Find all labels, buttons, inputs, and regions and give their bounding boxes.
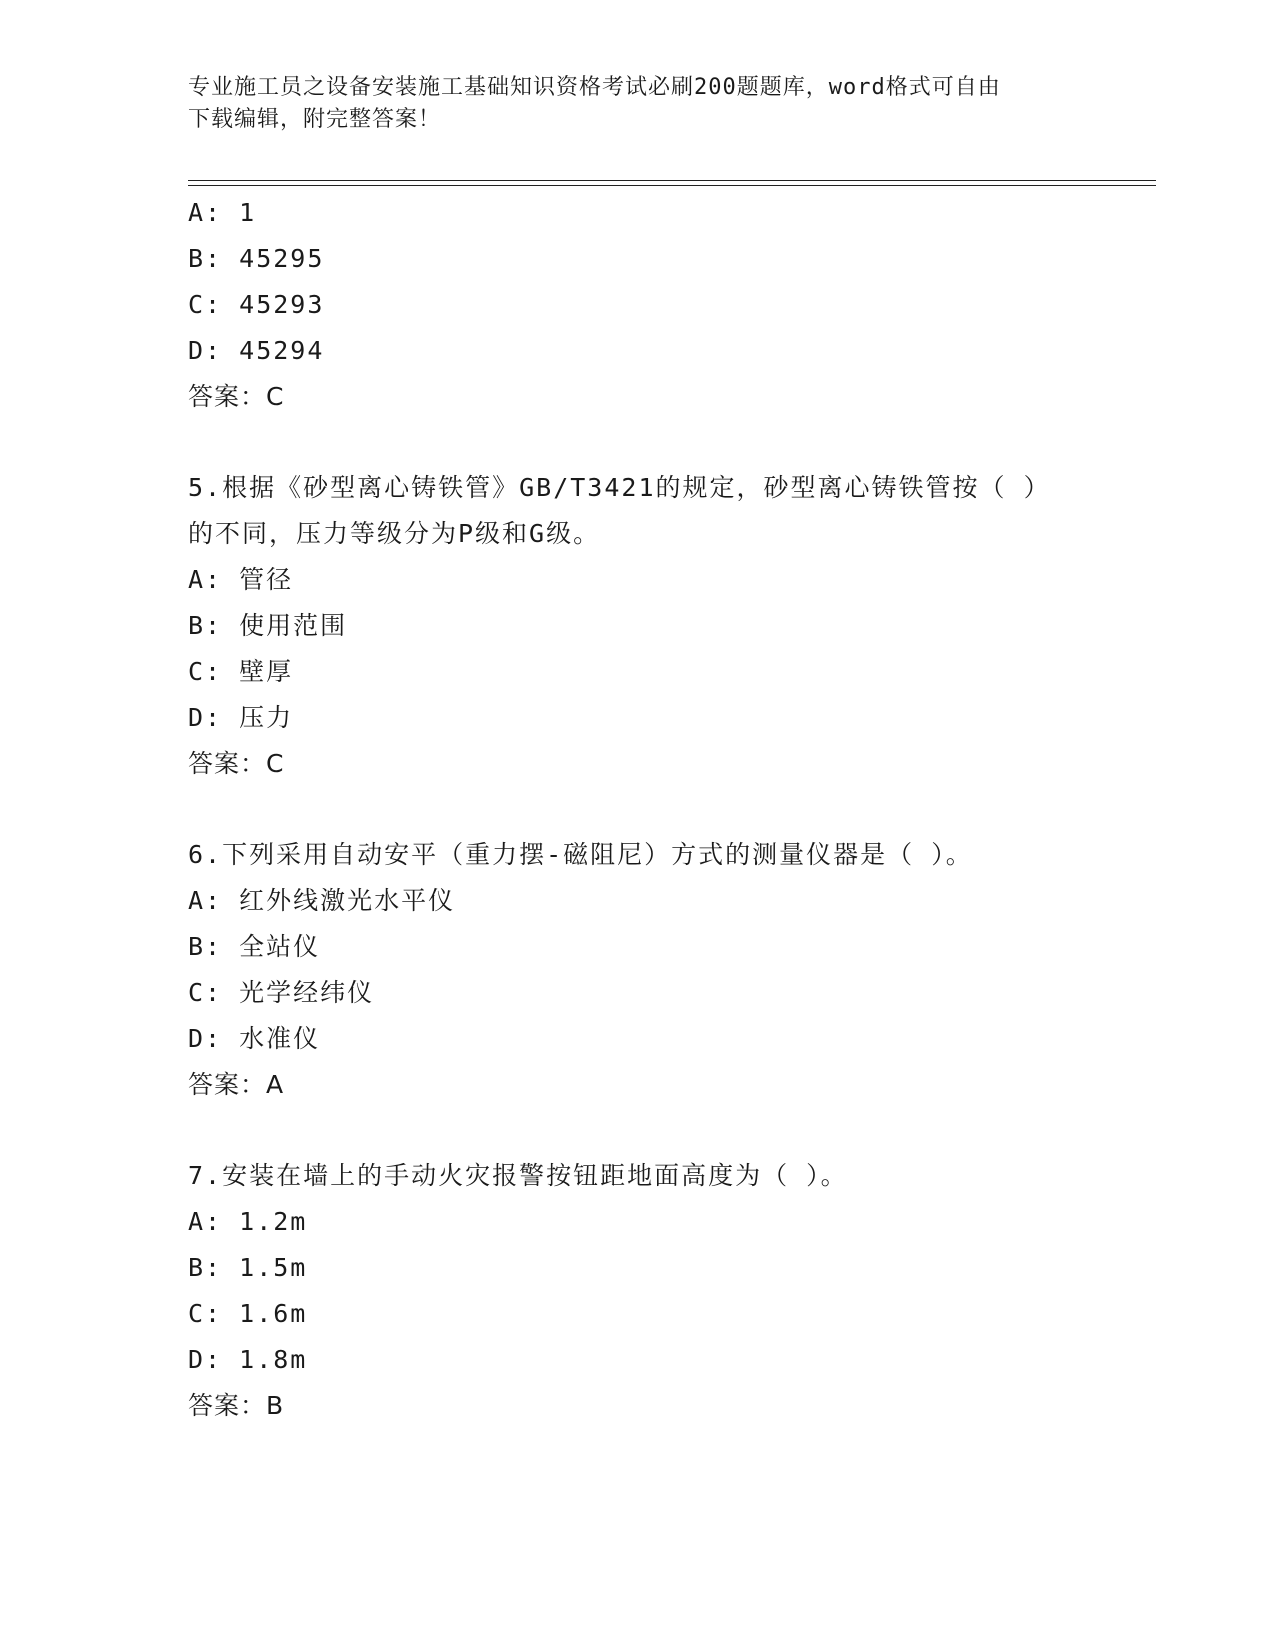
question-stem: 5.根据《砂型离心铸铁管》GB/T3421的规定，砂型离心铸铁管按（ ） [188, 473, 1051, 502]
header-line-2: 下载编辑，附完整答案！ [188, 107, 442, 132]
option-b: B: 使用范围 [188, 611, 348, 640]
option-c: C: 光学经纬仪 [188, 978, 375, 1007]
option-c: C: 壁厚 [188, 657, 294, 686]
option-c: C: 45293 [188, 290, 325, 319]
option-b: B: 45295 [188, 244, 325, 273]
option-d: D: 1.8m [188, 1345, 308, 1374]
header-line-1: 专业施工员之设备安装施工基础知识资格考试必刷200题题库，word格式可自由 [188, 75, 1001, 100]
option-d: D: 水准仪 [188, 1024, 321, 1053]
question-stem: 6.下列采用自动安平（重力摆-磁阻尼）方式的测量仪器是（ ）。 [188, 840, 973, 869]
option-c: C: 1.6m [188, 1299, 308, 1328]
option-d: D: 压力 [188, 703, 294, 732]
answer-line: 答案：C [188, 382, 285, 411]
option-a: A: 1 [188, 198, 257, 227]
question-block-prev [188, 190, 1148, 420]
question-block-7 [188, 1153, 1148, 1429]
question-stem: 7.安装在墙上的手动火灾报警按钮距地面高度为（ ）。 [188, 1161, 848, 1190]
option-a: A: 管径 [188, 565, 294, 594]
option-b: B: 1.5m [188, 1253, 308, 1282]
header-divider-top [188, 180, 1156, 181]
header-divider-bottom [188, 185, 1156, 186]
question-block-5 [188, 465, 1148, 787]
question-block-6 [188, 832, 1148, 1108]
answer-line: 答案：B [188, 1391, 285, 1420]
answer-line: 答案：C [188, 749, 285, 778]
document-header [188, 72, 1068, 136]
question-list [188, 190, 1148, 1429]
answer-line: 答案：A [188, 1070, 285, 1099]
option-a: A: 红外线激光水平仪 [188, 886, 456, 915]
question-stem-continued: 的不同，压力等级分为P级和G级。 [188, 519, 601, 548]
option-d: D: 45294 [188, 336, 325, 365]
option-a: A: 1.2m [188, 1207, 308, 1236]
option-b: B: 全站仪 [188, 932, 321, 961]
